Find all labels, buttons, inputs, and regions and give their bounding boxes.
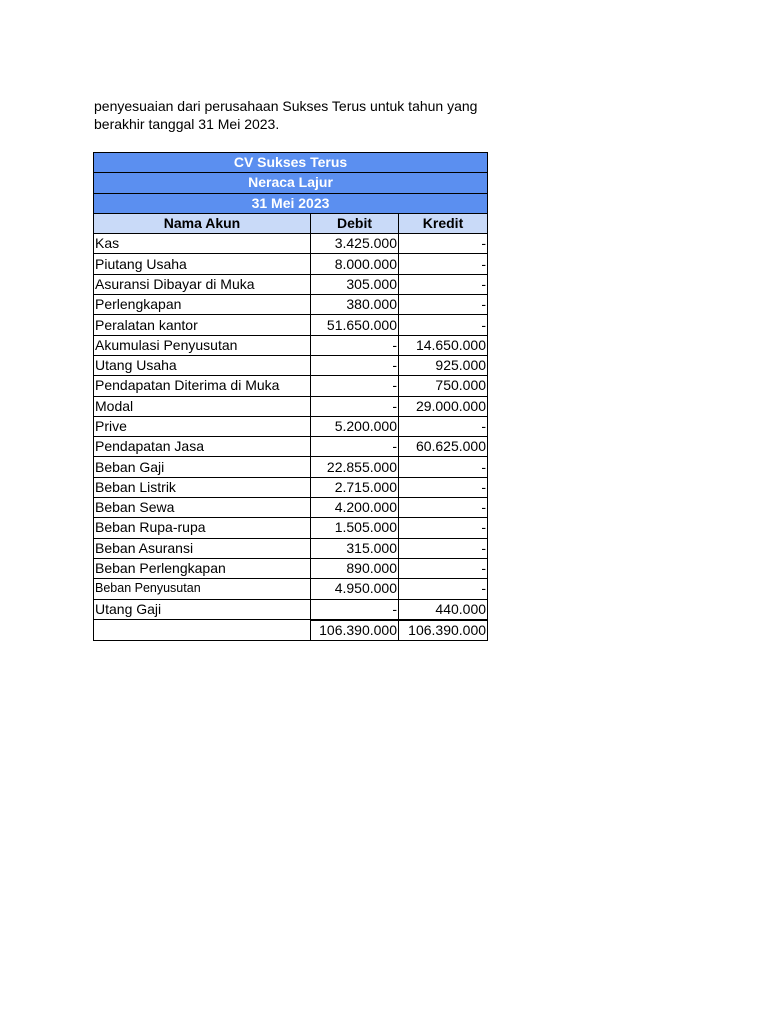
debit-value: 1.505.000 [311,518,399,538]
account-name: Beban Asuransi [94,538,311,558]
debit-value: - [311,599,399,620]
intro-line-2: berakhir tanggal 31 Mei 2023. [94,116,280,132]
total-kredit: 106.390.000 [399,620,488,641]
total-row [94,620,488,641]
kredit-value: - [399,254,488,274]
debit-value: 8.000.000 [311,254,399,274]
debit-value: 380.000 [311,295,399,315]
debit-value: 5.200.000 [311,416,399,436]
debit-value: - [311,376,399,396]
account-name: Beban Perlengkapan [94,558,311,578]
title-row-company [94,153,488,173]
table-row [94,599,488,620]
account-name: Pendapatan Jasa [94,437,311,457]
account-name: Beban Rupa-rupa [94,518,311,538]
account-name: Modal [94,396,311,416]
report-date: 31 Mei 2023 [94,193,488,213]
kredit-value: 60.625.000 [399,437,488,457]
account-name: Beban Sewa [94,498,311,518]
kredit-value: - [399,538,488,558]
table-row [94,538,488,558]
debit-value: - [311,437,399,457]
kredit-value: 440.000 [399,599,488,620]
total-label [94,620,311,641]
table-row [94,518,488,538]
kredit-value: - [399,518,488,538]
account-name: Beban Listrik [94,477,311,497]
kredit-value: - [399,274,488,294]
kredit-value: - [399,558,488,578]
debit-value: 22.855.000 [311,457,399,477]
account-name: Pendapatan Diterima di Muka [94,376,311,396]
kredit-value: - [399,315,488,335]
debit-value: 305.000 [311,274,399,294]
kredit-value: - [399,416,488,436]
account-name: Perlengkapan [94,295,311,315]
debit-value: 315.000 [311,538,399,558]
debit-value: 51.650.000 [311,315,399,335]
debit-value: 3.425.000 [311,234,399,254]
table-row [94,579,488,599]
kredit-value: 29.000.000 [399,396,488,416]
intro-line-1: penyesuaian dari perusahaan Sukses Terus untuk tahun yang [94,98,478,114]
account-name: Utang Usaha [94,355,311,375]
column-header-row [94,213,488,233]
kredit-value: 750.000 [399,376,488,396]
header-kredit: Kredit [399,213,488,233]
kredit-value: - [399,579,488,599]
account-name: Peralatan kantor [94,315,311,335]
account-name: Kas [94,234,311,254]
table-row [94,234,488,254]
table-row [94,315,488,335]
table-row [94,457,488,477]
account-name: Prive [94,416,311,436]
total-debit: 106.390.000 [311,620,399,641]
intro-paragraph [94,97,514,133]
debit-value: 4.950.000 [311,579,399,599]
table-row [94,274,488,294]
table-row [94,376,488,396]
title-row-date [94,193,488,213]
debit-value: - [311,396,399,416]
table-row [94,335,488,355]
account-name: Utang Gaji [94,599,311,620]
table-row [94,477,488,497]
table-row [94,396,488,416]
kredit-value: - [399,498,488,518]
table-row [94,437,488,457]
debit-value: 2.715.000 [311,477,399,497]
company-name: CV Sukses Terus [94,153,488,173]
table-row [94,558,488,578]
table-row [94,254,488,274]
table-row [94,416,488,436]
debit-value: - [311,335,399,355]
table-row [94,295,488,315]
table-row [94,498,488,518]
account-name: Akumulasi Penyusutan [94,335,311,355]
debit-value: 4.200.000 [311,498,399,518]
worksheet-table [93,152,488,641]
header-nama-akun: Nama Akun [94,213,311,233]
debit-value: - [311,355,399,375]
account-name: Beban Gaji [94,457,311,477]
kredit-value: 14.650.000 [399,335,488,355]
account-name: Beban Penyusutan [94,579,311,599]
kredit-value: - [399,295,488,315]
kredit-value: - [399,477,488,497]
title-row-report [94,173,488,193]
account-name: Asuransi Dibayar di Muka [94,274,311,294]
table-row [94,355,488,375]
kredit-value: 925.000 [399,355,488,375]
report-title: Neraca Lajur [94,173,488,193]
kredit-value: - [399,457,488,477]
debit-value: 890.000 [311,558,399,578]
ledger-body [94,234,488,620]
account-name: Piutang Usaha [94,254,311,274]
header-debit: Debit [311,213,399,233]
kredit-value: - [399,234,488,254]
